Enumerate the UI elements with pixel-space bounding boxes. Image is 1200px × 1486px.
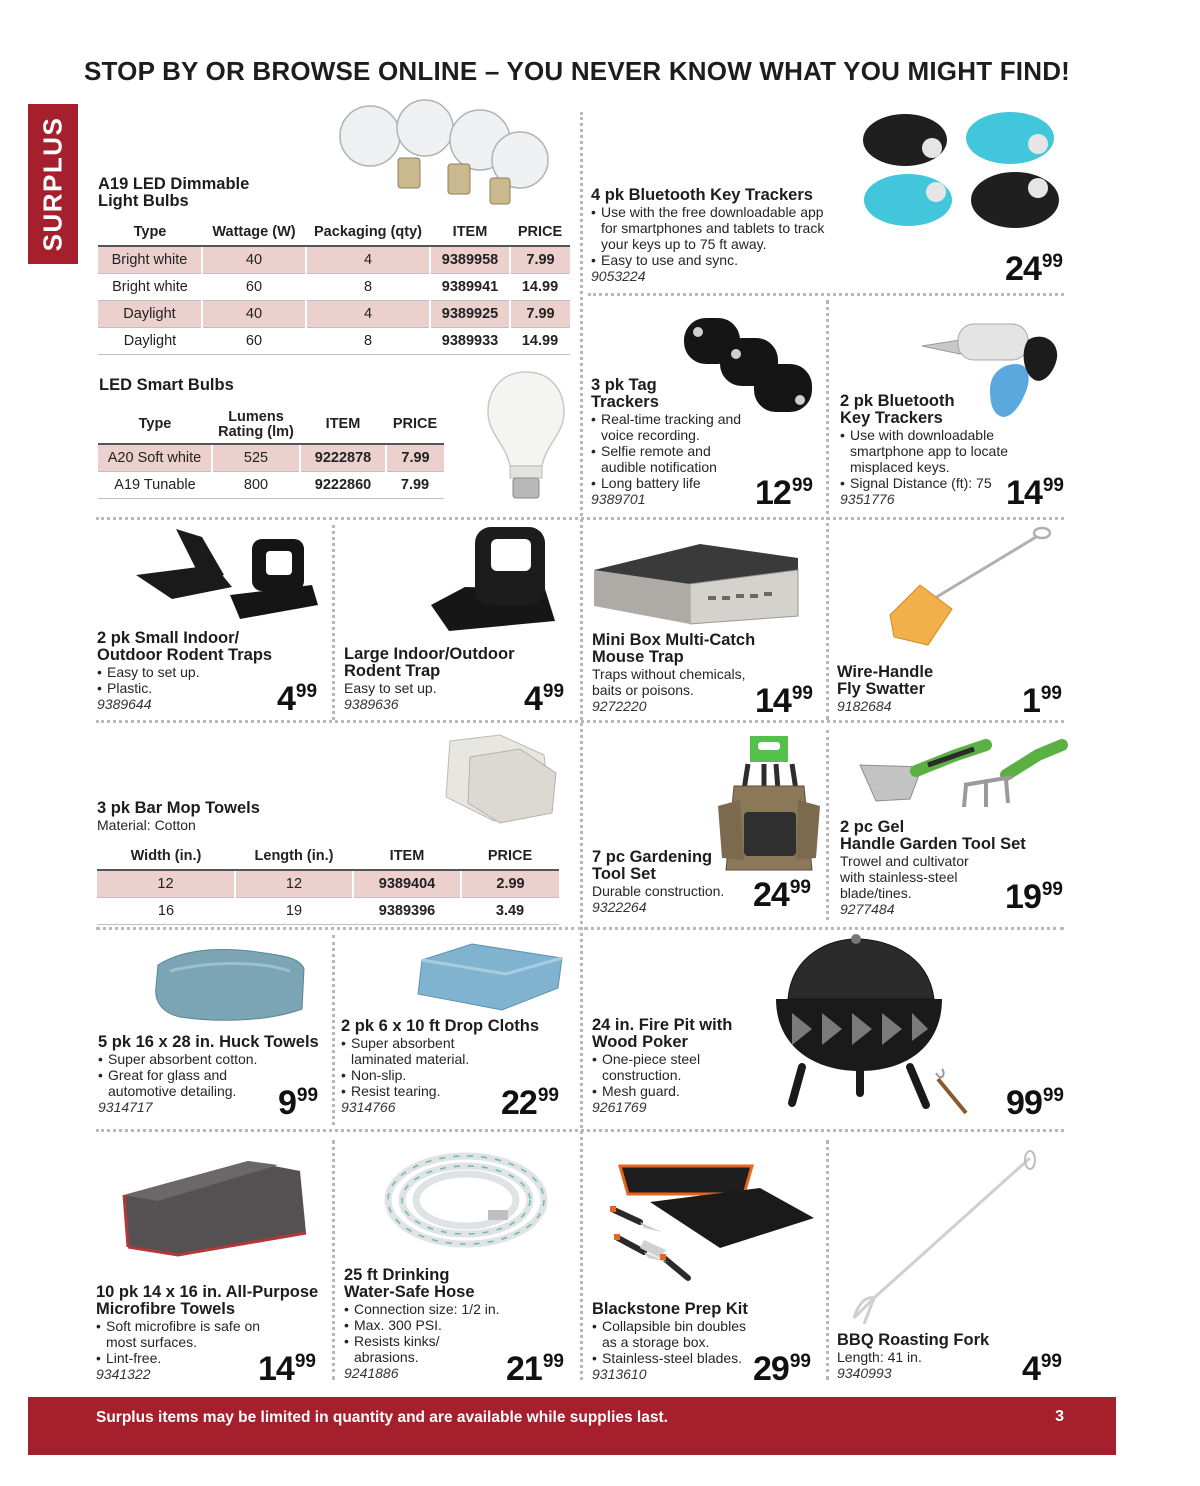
product-title: Trackers xyxy=(591,393,659,411)
divider xyxy=(96,1129,1064,1132)
cell: 16 xyxy=(97,897,235,924)
product-bullet: • Resist tearing. xyxy=(341,1083,561,1099)
price xyxy=(278,1086,318,1120)
cell: 2.99 xyxy=(461,870,559,897)
col-header: ITEM xyxy=(353,844,461,870)
page-number: 3 xyxy=(1055,1408,1064,1425)
product-description: with stainless-steel xyxy=(840,869,958,885)
key-trackers-4pk-image xyxy=(860,108,1070,238)
product-sku: 9340993 xyxy=(837,1365,892,1381)
bulbs-table xyxy=(98,220,570,355)
cell: Daylight xyxy=(98,327,202,354)
price-cents: 99 xyxy=(1041,879,1063,900)
cell: A19 Tunable xyxy=(98,471,212,498)
col-header: PRICE xyxy=(510,220,570,246)
product-title: 2 pc Gel xyxy=(840,818,905,836)
price-cents: 99 xyxy=(1042,1085,1064,1106)
cell: 9222878 xyxy=(300,444,386,471)
prep-kit-image xyxy=(604,1162,819,1287)
product-bullet: • Selfie remote and audible notification xyxy=(591,443,753,475)
product-bullet: • Resists kinks/ abrasions. xyxy=(344,1333,459,1365)
product-title: 7 pc Gardening xyxy=(592,848,713,866)
product-bullet: • Super absorbent cotton. xyxy=(98,1051,328,1067)
divider xyxy=(96,517,1064,520)
price-cents: 99 xyxy=(791,683,813,704)
product-title: Blackstone Prep Kit xyxy=(592,1300,748,1318)
price xyxy=(258,1352,316,1386)
price xyxy=(755,684,813,718)
cell: 9389941 xyxy=(430,273,510,300)
cell: 800 xyxy=(212,471,300,498)
product-title: Microfibre Towels xyxy=(96,1300,236,1318)
price-cents: 99 xyxy=(791,475,813,496)
table-row xyxy=(98,471,444,498)
page-headline: STOP BY OR BROWSE ONLINE – YOU NEVER KNOW WHAT YOU MIGHT FIND! xyxy=(84,56,1071,86)
price-dollars: 14 xyxy=(755,682,791,720)
divider xyxy=(826,300,829,720)
price-cents: 99 xyxy=(296,1085,319,1106)
smart-bulb-image xyxy=(486,370,566,506)
table-row xyxy=(97,897,559,924)
product-title: BBQ Roasting Fork xyxy=(837,1331,990,1349)
product-bullet: • Easy to set up. xyxy=(97,664,297,680)
cell: 40 xyxy=(202,300,306,327)
fire-pit xyxy=(592,1017,752,1116)
col-header: ITEM xyxy=(300,406,386,444)
bulbs-title xyxy=(98,176,249,210)
price xyxy=(1005,252,1063,286)
mouse-trap-image xyxy=(590,540,805,625)
garden-tools-image xyxy=(856,735,1071,817)
product-description: Length: 41 in. xyxy=(837,1349,922,1365)
product-title: 2 pk 6 x 10 ft Drop Cloths xyxy=(341,1017,540,1035)
product-bullet: • Great for glass and automotive detailing. xyxy=(98,1067,268,1099)
product-title: Large Indoor/Outdoor xyxy=(344,645,515,663)
product-sku: 9389636 xyxy=(344,696,399,712)
blackstone-prep-kit xyxy=(592,1301,762,1383)
cell: 8 xyxy=(306,273,430,300)
product-sku: 9314766 xyxy=(341,1099,396,1115)
product-bullet: • Plastic. xyxy=(97,680,297,696)
product-bullet: • Max. 300 PSI. xyxy=(344,1317,509,1333)
bulbs-title-line2: Light Bulbs xyxy=(98,192,189,210)
product-sku: 9351776 xyxy=(840,491,895,507)
divider xyxy=(826,1140,829,1380)
product-description: Trowel and cultivator xyxy=(840,853,969,869)
microfibre-towels-image xyxy=(118,1155,313,1260)
product-description: baits or poisons. xyxy=(592,682,694,698)
divider xyxy=(332,935,335,1125)
fire-pit-image xyxy=(772,933,972,1118)
col-header: Type xyxy=(98,220,202,246)
product-bullet: • Long battery life xyxy=(591,475,753,491)
product-bullet: • Easy to use and sync. xyxy=(591,252,841,268)
drop-cloths-image xyxy=(412,940,567,1012)
product-sku: 9272220 xyxy=(592,698,647,714)
surplus-side-tab xyxy=(28,104,78,264)
smart-bulbs-table xyxy=(98,406,444,499)
footer-banner xyxy=(28,1397,1116,1455)
price-dollars: 4 xyxy=(1021,1350,1040,1388)
product-title: Tool Set xyxy=(592,865,656,883)
product-title: 24 in. Fire Pit with xyxy=(592,1016,733,1034)
price-dollars: 24 xyxy=(753,876,789,914)
price xyxy=(753,878,811,912)
cell: A20 Soft white xyxy=(98,444,212,471)
price xyxy=(501,1086,559,1120)
product-title: Wire-Handle xyxy=(837,663,934,681)
col-header: PRICE xyxy=(461,844,559,870)
price-dollars: 9 xyxy=(278,1084,296,1122)
product-description: blade/tines. xyxy=(840,885,912,901)
table-row xyxy=(97,870,559,897)
cell: 9389404 xyxy=(353,870,461,897)
roasting-fork-image xyxy=(844,1148,1044,1328)
product-sku: 9313610 xyxy=(592,1366,647,1382)
col-header: ITEM xyxy=(430,220,510,246)
divider xyxy=(96,720,1064,723)
bar-mop-table xyxy=(97,844,559,925)
product-title: Rodent Trap xyxy=(344,662,441,680)
price-dollars: 4 xyxy=(524,680,542,718)
key-trackers-4pk xyxy=(591,187,841,285)
price-dollars: 12 xyxy=(755,474,791,512)
light-bulbs-image xyxy=(330,98,560,208)
price-cents: 99 xyxy=(1040,1351,1062,1372)
price xyxy=(1022,684,1062,718)
divider xyxy=(826,730,829,920)
price xyxy=(753,1352,811,1386)
product-description: Easy to set up. xyxy=(344,680,437,696)
divider xyxy=(96,927,582,930)
divider xyxy=(580,112,583,1380)
cell: 7.99 xyxy=(386,471,444,498)
product-title: 4 pk Bluetooth Key Trackers xyxy=(591,186,813,204)
product-title: 3 pk Bar Mop Towels xyxy=(97,799,260,817)
product-description: Traps without chemicals, xyxy=(592,666,746,682)
fly-swatter xyxy=(837,664,987,715)
cell: 9222860 xyxy=(300,471,386,498)
price-dollars: 19 xyxy=(1005,878,1041,916)
product-bullet: • Use with the free downloadable app for smartphones and tablets to track your keys up to 75 ft away. xyxy=(591,204,841,252)
cell: 7.99 xyxy=(510,300,570,327)
col-header: Length (in.) xyxy=(235,844,353,870)
cell: 12 xyxy=(235,870,353,897)
price-cents: 99 xyxy=(537,1085,559,1106)
price xyxy=(1022,1352,1062,1386)
product-sku: 9053224 xyxy=(591,268,646,284)
gardening-tool-set xyxy=(592,849,752,916)
price-dollars: 24 xyxy=(1005,250,1041,288)
cell: 4 xyxy=(306,246,430,273)
product-title: Mouse Trap xyxy=(592,648,684,666)
price-dollars: 14 xyxy=(258,1350,294,1388)
product-bullet: • Collapsible bin doubles as a storage box. xyxy=(592,1318,762,1350)
price-cents: 99 xyxy=(789,1351,811,1372)
product-sku: 9261769 xyxy=(592,1099,647,1115)
product-title: Outdoor Rodent Traps xyxy=(97,646,273,664)
cell: 9389396 xyxy=(353,897,461,924)
product-sku: 9241886 xyxy=(344,1365,399,1381)
product-sku: 9389644 xyxy=(97,696,152,712)
product-bullet: • Connection size: 1/2 in. xyxy=(344,1301,529,1317)
product-bullet: • Use with downloadable smartphone app to locate misplaced keys. xyxy=(840,427,1055,475)
product-title: 3 pk Tag xyxy=(591,376,657,394)
product-sku: 9389701 xyxy=(591,491,646,507)
product-bullet: • Real-time tracking and voice recording. xyxy=(591,411,753,443)
product-bullet: • Lint-free. xyxy=(96,1350,336,1366)
cell: 60 xyxy=(202,327,306,354)
col-header: Lumens Rating (lm) xyxy=(212,406,300,444)
water-hose-image xyxy=(380,1148,550,1253)
large-rodent-trap xyxy=(344,646,524,713)
tag-trackers xyxy=(591,377,753,508)
cell: 4 xyxy=(306,300,430,327)
cell: Bright white xyxy=(98,246,202,273)
bulbs-title-line1: A19 LED Dimmable xyxy=(98,175,250,193)
cell: 14.99 xyxy=(510,327,570,354)
product-title: 2 pk Bluetooth xyxy=(840,392,955,410)
product-description: Durable construction. xyxy=(592,883,725,899)
fly-swatter-image xyxy=(880,525,1055,650)
mouse-trap xyxy=(592,632,772,715)
product-bullet: • Soft microfibre is safe on most surfaces. xyxy=(96,1318,266,1350)
product-title: Fly Swatter xyxy=(837,680,926,698)
price-cents: 99 xyxy=(294,1351,316,1372)
cell: 525 xyxy=(212,444,300,471)
price-dollars: 22 xyxy=(501,1084,537,1122)
product-sku: 9314717 xyxy=(98,1099,153,1115)
product-sku: 9322264 xyxy=(592,899,647,915)
table-row xyxy=(98,273,570,300)
smart-bulbs-title: LED Smart Bulbs xyxy=(99,376,234,394)
price-cents: 99 xyxy=(1040,683,1062,704)
price-cents: 99 xyxy=(542,1351,564,1372)
product-title: 5 pk 16 x 28 in. Huck Towels xyxy=(98,1033,319,1051)
cell: 40 xyxy=(202,246,306,273)
price-dollars: 29 xyxy=(753,1350,789,1388)
price-dollars: 14 xyxy=(1006,474,1042,512)
price-cents: 99 xyxy=(1041,251,1063,272)
cell: 60 xyxy=(202,273,306,300)
bar-mop-towels xyxy=(97,800,260,833)
bbq-roasting-fork xyxy=(837,1332,1017,1382)
price xyxy=(1006,476,1064,510)
cell: 3.49 xyxy=(461,897,559,924)
bar-mop-towels-image xyxy=(440,733,565,825)
small-rodent-traps-image xyxy=(132,525,322,630)
product-title: Handle Garden Tool Set xyxy=(840,835,1026,853)
price-cents: 99 xyxy=(1042,475,1064,496)
product-bullet: • Super absorbent laminated material. xyxy=(341,1035,481,1067)
price-dollars: 21 xyxy=(506,1350,542,1388)
product-title: Mini Box Multi-Catch xyxy=(592,631,756,649)
col-header: Wattage (W) xyxy=(202,220,306,246)
col-header: Width (in.) xyxy=(97,844,235,870)
cell: 14.99 xyxy=(510,273,570,300)
price xyxy=(1006,1086,1064,1120)
price xyxy=(755,476,813,510)
price-dollars: 4 xyxy=(277,680,295,718)
product-bullet: • One-piece steel construction. xyxy=(592,1051,752,1083)
price xyxy=(277,682,317,716)
cell: 9389925 xyxy=(430,300,510,327)
cell: 19 xyxy=(235,897,353,924)
product-sku: 9182684 xyxy=(837,698,892,714)
table-row xyxy=(98,327,570,354)
cell: 8 xyxy=(306,327,430,354)
cell: 7.99 xyxy=(386,444,444,471)
price xyxy=(506,1352,564,1386)
price-dollars: 99 xyxy=(1006,1084,1042,1122)
product-title: 25 ft Drinking xyxy=(344,1266,450,1284)
product-bullet: • Mesh guard. xyxy=(592,1083,752,1099)
huck-towels-image xyxy=(150,945,310,1025)
divider xyxy=(332,525,335,720)
table-row xyxy=(98,300,570,327)
cell: 9389958 xyxy=(430,246,510,273)
product-title: 10 pk 14 x 16 in. All-Purpose xyxy=(96,1283,319,1301)
table-row xyxy=(98,444,444,471)
large-rodent-trap-image xyxy=(425,525,560,640)
product-title: Water-Safe Hose xyxy=(344,1283,475,1301)
col-header: Packaging (qty) xyxy=(306,220,430,246)
small-rodent-traps xyxy=(97,630,297,713)
price xyxy=(524,682,564,716)
product-title: 2 pk Small Indoor/ xyxy=(97,629,240,647)
cell: Bright white xyxy=(98,273,202,300)
col-header: Type xyxy=(98,406,212,444)
price xyxy=(1005,880,1063,914)
product-sku: 9341322 xyxy=(96,1366,151,1382)
divider xyxy=(588,293,1064,296)
divider xyxy=(584,927,1064,930)
table-row xyxy=(98,246,570,273)
cell: 12 xyxy=(97,870,235,897)
product-title: Wood Poker xyxy=(592,1033,688,1051)
price-cents: 99 xyxy=(295,681,318,702)
drinking-water-hose xyxy=(344,1267,509,1382)
cell: 9389933 xyxy=(430,327,510,354)
cell: Daylight xyxy=(98,300,202,327)
product-bullet: • Signal Distance (ft): 75 xyxy=(840,475,1055,491)
price-cents: 99 xyxy=(542,681,565,702)
product-bullet: • Non-slip. xyxy=(341,1067,561,1083)
product-sku: 9277484 xyxy=(840,901,895,917)
col-header: PRICE xyxy=(386,406,444,444)
product-description: Material: Cotton xyxy=(97,817,196,833)
price-dollars: 1 xyxy=(1021,682,1040,720)
cell: 7.99 xyxy=(510,246,570,273)
price-cents: 99 xyxy=(789,877,811,898)
product-bullet: • Stainless-steel blades. xyxy=(592,1350,767,1366)
side-tab-label: SURPLUS xyxy=(37,116,68,252)
product-title: Key Trackers xyxy=(840,409,943,427)
footer-note: Surplus items may be limited in quantity and are available while supplies last. xyxy=(96,1409,668,1426)
